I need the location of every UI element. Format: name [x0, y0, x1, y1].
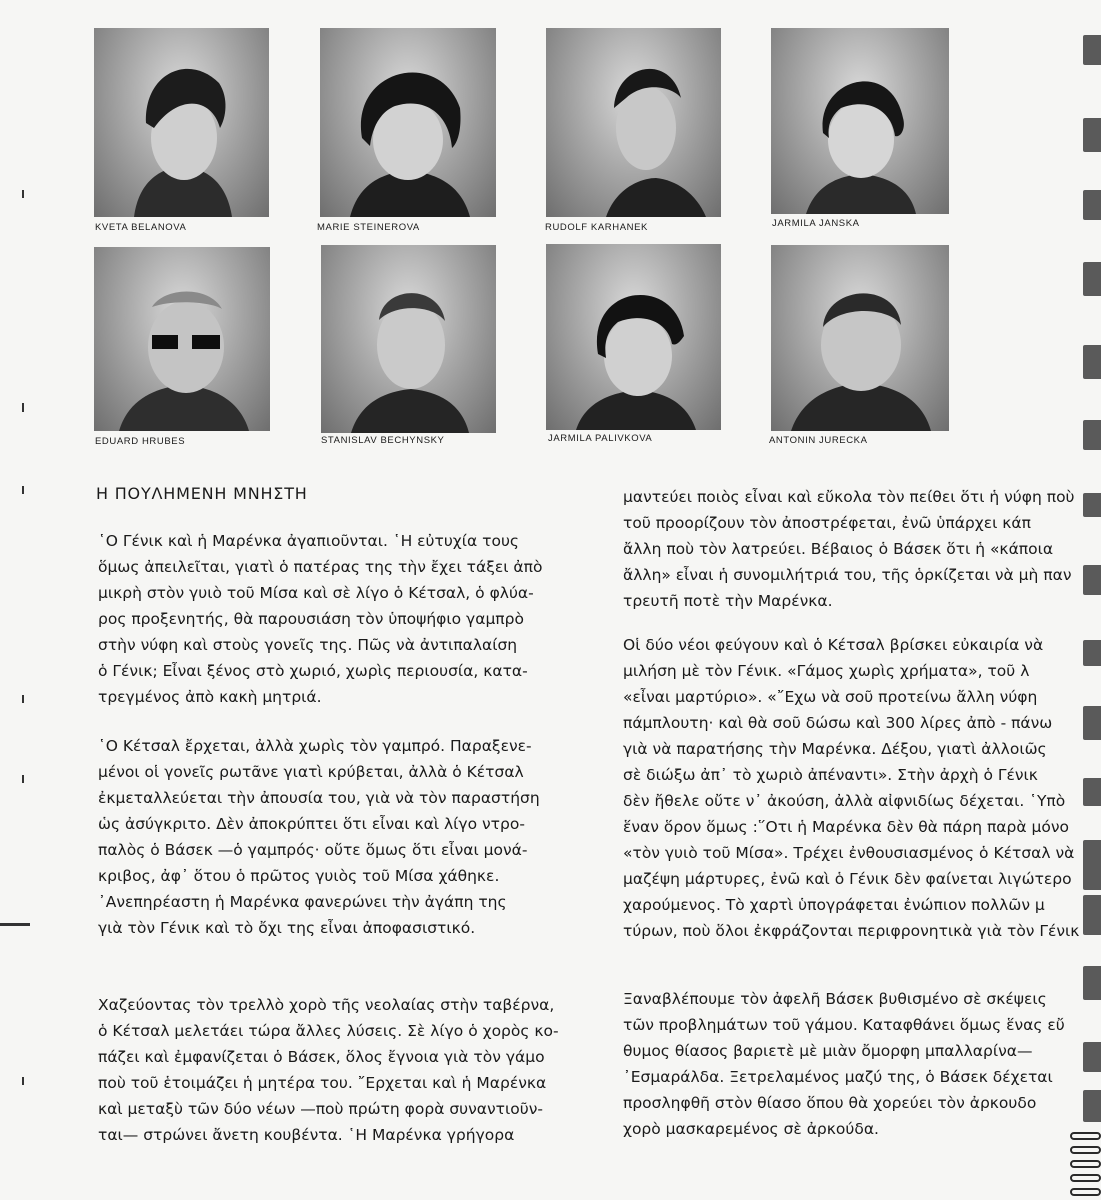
portrait-caption: RUDOLF KARHANEK — [545, 222, 648, 233]
binder-tab — [1083, 706, 1101, 740]
binder-tab — [1083, 895, 1101, 935]
binder-tab — [1083, 262, 1101, 296]
binder-tab — [1083, 1042, 1101, 1072]
text-line: ῾Ο Γένικ καὶ ἡ Μαρένκα ἀγαπιοῦνται. ῾Η εὐτυχία τους — [98, 532, 520, 550]
text-line: καὶ μεταξὺ τῶν δύο νέων —ποὺ πρώτη φορὰ συναντιοῦν- — [98, 1100, 543, 1118]
text-line: μιλήση μὲ τὸν Γένικ. «Γάμος χωρὶς χρήματα», τοῦ λ — [623, 662, 1030, 680]
portrait-silhouette — [94, 247, 270, 431]
scan-speck — [22, 403, 24, 412]
text-line: ῾Ο Κέτσαλ ἔρχεται, ἀλλὰ χωρὶς τὸν γαμπρό. Παραξενε- — [98, 737, 532, 755]
scan-speck — [22, 1077, 24, 1085]
paragraph — [98, 528, 598, 710]
text-line: Οἱ δύο νέοι φεύγουν καὶ ὁ Κέτσαλ βρίσκει εὐκαιρία νὰ — [623, 636, 1044, 654]
portrait-silhouette — [94, 28, 269, 217]
portrait-caption: STANISLAV BECHYNSKY — [321, 435, 445, 446]
text-line: μικρὴ στὸν γυιὸ τοῦ Μίσα καὶ σὲ λίγο ὁ Κέτσαλ, ὁ φλύα- — [98, 584, 534, 602]
portrait-silhouette — [546, 244, 721, 430]
portrait-caption: KVETA BELANOVA — [95, 222, 187, 233]
binder-tab — [1083, 840, 1101, 890]
text-line: ᾿Ανεπηρέαστη ἡ Μαρένκα φανερώνει τὴν ἀγάπη της — [98, 893, 507, 911]
portrait-silhouette — [320, 28, 496, 217]
portrait-caption: MARIE STEINEROVA — [317, 222, 420, 233]
text-line: ρος προξενητής, θὰ παρουσιάση τὸν ὑποψήφιο γαμπρὸ — [98, 610, 524, 628]
binder-tab — [1083, 640, 1101, 666]
portrait-photo — [546, 244, 721, 430]
text-line: ὡς ἀσύγκριτο. Δὲν ἀποκρύπτει ὅτι εἶναι καὶ λίγο ντρο- — [98, 815, 525, 833]
portrait-caption: JARMILA JANSKA — [772, 218, 860, 229]
paragraph — [623, 986, 1065, 1142]
binder-tab — [1083, 1090, 1101, 1122]
text-line: στὴν νύφη καὶ στοὺς γονεῖς της. Πῶς νὰ ἀντιπαλαίση — [98, 636, 518, 654]
binder-tab — [1083, 118, 1101, 152]
portrait-caption: ANTONIN JURECKA — [769, 435, 868, 446]
text-line: ἄλλη» εἶναι ἡ συνομιλήτριά του, τῆς ὁρκίζεται νὰ μὴ παν — [623, 566, 1072, 584]
portrait-photo — [771, 245, 949, 431]
binder-tab — [1083, 190, 1101, 220]
text-line: πάζει καὶ ἐμφανίζεται ὁ Βάσεκ, ὅλος ἔγνοια γιὰ τὸν γάμο — [98, 1048, 545, 1066]
text-line: «εἶναι μαρτύριο». «῎Εχω νὰ σοῦ προτείνω ἄλλη νύφη — [623, 688, 1038, 706]
portrait-silhouette — [771, 245, 949, 431]
binder-tab — [1083, 493, 1101, 517]
paragraph — [623, 484, 1075, 614]
text-line: ὁ Γένικ; Εἶναι ξένος στὸ χωριό, χωρὶς περιουσία, κατα- — [98, 662, 528, 680]
text-line: δὲν ἤθελε οὔτε ν᾿ ἀκούση, ἀλλὰ αἰφνιδίως δέχεται. ῾Υπὸ — [623, 792, 1066, 810]
portrait-caption: JARMILA PALIVKOVA — [548, 433, 653, 444]
portrait-caption: EDUARD HRUBES — [95, 436, 186, 447]
text-line: Χαζεύοντας τὸν τρελλὸ χορὸ τῆς νεολαίας στὴν ταβέρνα, — [98, 996, 555, 1014]
portrait-silhouette — [771, 28, 949, 214]
scan-speck — [22, 190, 24, 198]
text-line: ὁ Κέτσαλ μελετάει τώρα ἄλλες λύσεις. Σὲ λίγο ὁ χορὸς κο- — [98, 1022, 559, 1040]
text-line: παλὸς ὁ Βάσεκ —ὁ γαμπρός· οὔτε ὅμως ὅτι εἶναι μονά- — [98, 841, 528, 859]
portrait-photo — [321, 245, 496, 433]
text-line: τρεγμένος ἀπὸ κακὴ μητριά. — [98, 688, 322, 706]
binder-ring — [1070, 1132, 1101, 1140]
text-line: τρευτῆ ποτὲ τὴν Μαρένκα. — [623, 592, 833, 610]
text-line: τοῦ προορίζουν τὸν ἀποστρέφεται, ἐνῶ ὑπάρχει κάπ — [623, 514, 1031, 532]
text-line: κριβος, ἀφ᾿ ὅτου ὁ πρῶτος γυιὸς τοῦ Μίσα χάθηκε. — [98, 867, 500, 885]
text-line: γιὰ νὰ παρατήσης τὴν Μαρένκα. Δέξου, γιατὶ ἀλλοιῶς — [623, 740, 1047, 758]
text-line: ποὺ τοῦ ἑτοιμάζει ἡ μητέρα του. ῎Ερχεται καὶ ἡ Μαρένκα — [98, 1074, 547, 1092]
text-line: προσληφθῆ στὸν θίασο ὅπου θὰ χορεύει τὸν ἀρκουδο — [623, 1094, 1037, 1112]
text-line: μαζέψη μάρτυρες, ἐνῶ καὶ ὁ Γένικ δὲν φαίνεται λιγώτερο — [623, 870, 1072, 888]
text-line: μένοι οἱ γονεῖς ρωτᾶνε γιατὶ κρύβεται, ἀλλὰ ὁ Κέτσαλ — [98, 763, 524, 781]
scan-speck — [0, 923, 30, 926]
binder-tab — [1083, 778, 1101, 806]
portrait-photo — [546, 28, 721, 217]
scan-speck — [22, 695, 24, 703]
text-line: θυμος θίασος βαριετὲ μὲ μιὰν ὄμορφη μπαλλαρίνα— — [623, 1042, 1033, 1060]
portrait-photo — [771, 28, 949, 214]
binder-ring — [1070, 1188, 1101, 1196]
text-line: ἄλλη ποὺ τὸν λατρεύει. Βέβαιος ὁ Βάσεκ ὅτι ἡ «κάποια — [623, 540, 1054, 558]
text-line: ἐκμεταλλεύεται τὴν ἀπουσία του, γιὰ νὰ τὸν παραστήση — [98, 789, 540, 807]
portrait-photo — [94, 28, 269, 217]
text-line: τῶν προβλημάτων τοῦ γάμου. Καταφθάνει ὅμως ἕνας εὔ — [623, 1016, 1065, 1034]
text-line: ἕναν ὅρον ὅμως :῞Οτι ἡ Μαρένκα δὲν θὰ πάρη παρὰ μόνο — [623, 818, 1069, 836]
binder-tab — [1083, 35, 1101, 65]
binder-tab — [1083, 345, 1101, 379]
text-line: «τὸν γυιὸ τοῦ Μίσα». Τρέχει ἐνθουσιασμένος ὁ Κέτσαλ νὰ — [623, 844, 1075, 862]
binder-ring — [1070, 1160, 1101, 1168]
binder-tab — [1083, 565, 1101, 595]
binder-tab — [1083, 420, 1101, 450]
text-line: ται— στρώνει ἄνετη κουβέντα. ῾Η Μαρένκα γρήγορα — [98, 1126, 515, 1144]
binder-ring — [1070, 1146, 1101, 1154]
text-line: πάμπλουτη· καὶ θὰ σοῦ δώσω καὶ 300 λίρες ἀπὸ - πάνω — [623, 714, 1053, 732]
text-line: μαντεύει ποιὸς εἶναι καὶ εὔκολα τὸν πείθει ὅτι ἡ νύφη ποὺ — [623, 488, 1075, 506]
portrait-silhouette — [321, 245, 496, 433]
paragraph — [98, 733, 598, 941]
text-line: σὲ διώξω ἀπ᾿ τὸ χωριὸ ἀπέναντι». Στὴν ἀρχὴ ὁ Γένικ — [623, 766, 1038, 784]
portrait-photo — [94, 247, 270, 431]
paragraph — [623, 632, 1079, 944]
portrait-silhouette — [546, 28, 721, 217]
binder-ring — [1070, 1174, 1101, 1182]
text-line: γιὰ τὸν Γένικ καὶ τὸ ὄχι της εἶναι ἀποφασιστικό. — [98, 919, 476, 937]
binder-tab — [1083, 966, 1101, 1000]
portrait-photo — [320, 28, 496, 217]
text-line: χαρούμενος. Τὸ χαρτὶ ὑπογράφεται ἐνώπιον πολλῶν μ — [623, 896, 1045, 914]
text-line: ᾿Εσμαράλδα. Ξετρελαμένος μαζύ της, ὁ Βάσεκ δέχεται — [623, 1068, 1053, 1086]
scan-speck — [22, 775, 24, 783]
scan-speck — [22, 486, 24, 494]
text-line: ὅμως ἀπειλεῖται, γιατὶ ὁ πατέρας της τὴν ἔχει τάξει ἀπὸ — [98, 558, 543, 576]
text-line: τύρων, ποὺ ὅλοι ἐκφράζονται περιφρονητικὰ γιὰ τὸν Γένικ — [623, 922, 1080, 940]
text-line: χορὸ μασκαρεμένος σὲ ἀρκούδα. — [623, 1120, 879, 1138]
article-title: Η ΠΟΥΛΗΜΕΝΗ ΜΝΗΣΤΗ — [96, 484, 308, 503]
text-line: Ξαναβλέπουμε τὸν ἀφελῆ Βάσεκ βυθισμένο σὲ σκέψεις — [623, 990, 1047, 1008]
paragraph — [98, 992, 598, 1148]
